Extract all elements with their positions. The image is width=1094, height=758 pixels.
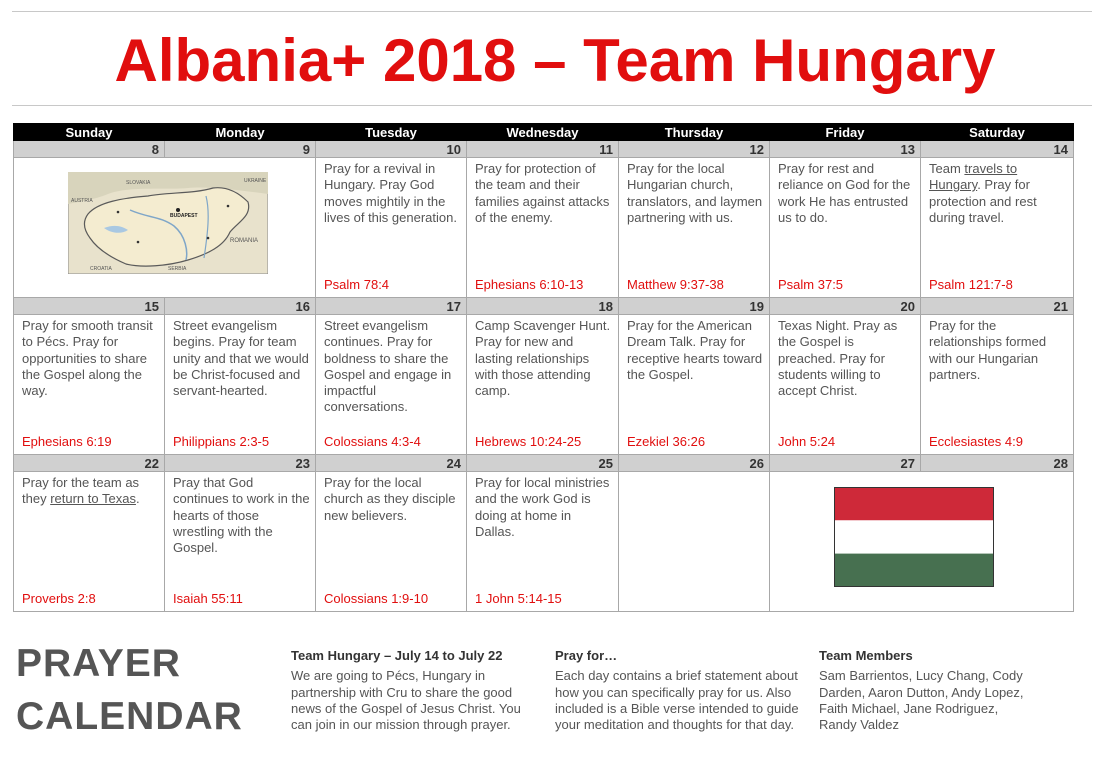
date-number: 11 xyxy=(467,141,619,158)
title-rule xyxy=(12,105,1092,106)
prayer-text-post: . xyxy=(135,491,140,507)
prayer-heading-line1: PRAYER xyxy=(16,642,181,685)
date-row xyxy=(14,298,1074,315)
bible-verse: Psalm 121:7-8 xyxy=(929,277,1013,292)
day-cell xyxy=(165,315,316,455)
bible-verse: Psalm 78:4 xyxy=(324,277,390,292)
prayer-text: Camp Scavenger Hunt. Pray for new and lasting relationships with those attending camp. xyxy=(475,318,611,399)
prayer-text xyxy=(929,161,1068,226)
week-row xyxy=(14,315,1074,455)
date-number: 20 xyxy=(770,298,921,315)
prayer-text: Pray for the local church as they disciple new believers. xyxy=(324,475,456,523)
weekday-header: Thursday xyxy=(619,124,770,141)
bible-verse: Ezekiel 36:26 xyxy=(627,434,706,449)
date-number: 9 xyxy=(165,141,316,158)
pray-for-body: Each day contains a brief statement about how you can specifically pray for us. Also included is a Bible verse intended to guide your meditation and thoughts for that day. xyxy=(555,668,799,733)
weekday-header: Monday xyxy=(165,124,316,141)
bible-verse: Colossians 1:9-10 xyxy=(324,591,429,606)
page-title: Albania+ 2018 – Team Hungary xyxy=(114,27,996,94)
bible-verse: 1 John 5:14-15 xyxy=(475,591,562,606)
date-number: 22 xyxy=(14,455,165,472)
map-label: UKRAINE xyxy=(244,178,267,184)
prayer-text: Street evangelism begins. Pray for team unity and that we would be Christ-focused and servant-hearted. xyxy=(173,318,309,399)
date-number: 10 xyxy=(316,141,467,158)
prayer-text-post: . Pray for protection and rest during travel. xyxy=(929,177,1037,225)
weekday-header: Saturday xyxy=(921,124,1074,141)
date-number: 24 xyxy=(316,455,467,472)
prayer-text-pre: Pray for the team as they xyxy=(22,475,140,507)
day-cell xyxy=(921,158,1074,298)
date-number: 19 xyxy=(619,298,770,315)
return-link[interactable]: return to Texas xyxy=(50,491,136,507)
weekday-header: Wednesday xyxy=(467,124,619,141)
pray-for-heading: Pray for… xyxy=(555,648,618,663)
date-number: 12 xyxy=(619,141,770,158)
weekday-header: Tuesday xyxy=(316,124,467,141)
day-cell xyxy=(467,315,619,455)
prayer-text: Pray for rest and reliance on God for the work He has entrusted us to do. xyxy=(778,161,911,225)
date-number: 23 xyxy=(165,455,316,472)
day-cell xyxy=(770,158,921,298)
weekday-header: Sunday xyxy=(14,124,165,141)
map-label: AUSTRIA xyxy=(71,198,93,204)
team-info-heading: Team Hungary – July 14 to July 22 xyxy=(291,648,503,663)
map-label: SERBIA xyxy=(168,266,187,272)
top-rule xyxy=(12,11,1092,12)
map-label: ROMANIA xyxy=(230,238,259,244)
weekday-header: Friday xyxy=(770,124,921,141)
date-number: 8 xyxy=(14,141,165,158)
date-number: 25 xyxy=(467,455,619,472)
team-info-column xyxy=(291,648,523,733)
day-cell xyxy=(619,315,770,455)
date-number: 16 xyxy=(165,298,316,315)
prayer-text-pre: Team xyxy=(929,161,965,176)
weekday-header-row xyxy=(14,124,1074,141)
day-cell xyxy=(921,315,1074,455)
date-number: 13 xyxy=(770,141,921,158)
prayer-text: Texas Night. Pray as the Gospel is preached. Pray for students willing to accept Christ. xyxy=(778,318,898,399)
team-members-column xyxy=(819,648,1029,733)
bible-verse: Ecclesiastes 4:9 xyxy=(929,434,1023,449)
prayer-text: Pray for the relationships formed with our Hungarian partners. xyxy=(929,318,1047,382)
day-cell xyxy=(316,472,467,612)
day-cell xyxy=(770,315,921,455)
day-cell xyxy=(316,315,467,455)
map-label: SLOVAKIA xyxy=(126,180,151,186)
bible-verse: Matthew 9:37-38 xyxy=(627,277,724,292)
bible-verse: Isaiah 55:11 xyxy=(173,591,243,606)
prayer-calendar-table xyxy=(13,123,1074,612)
date-row xyxy=(14,141,1074,158)
date-number: 28 xyxy=(921,455,1074,472)
date-number: 21 xyxy=(921,298,1074,315)
pray-for-column xyxy=(555,648,799,733)
date-number: 14 xyxy=(921,141,1074,158)
prayer-text: Pray for the American Dream Talk. Pray for receptive hearts toward the Gospel. xyxy=(627,318,763,382)
prayer-text: Pray for local ministries and the work God is doing at home in Dallas. xyxy=(475,475,610,539)
day-cell xyxy=(14,315,165,455)
map-label: CROATIA xyxy=(90,266,112,272)
hungary-flag-image xyxy=(834,487,994,587)
map-label: BUDAPEST xyxy=(170,213,198,219)
date-number: 18 xyxy=(467,298,619,315)
prayer-text: Pray that God continues to work in the hearts of those wrestling with the Gospel. xyxy=(173,475,310,556)
date-number: 26 xyxy=(619,455,770,472)
prayer-text xyxy=(22,475,159,508)
bible-verse: Hebrews 10:24-25 xyxy=(475,434,582,449)
day-cell-empty xyxy=(619,472,770,612)
bible-verse: Psalm 37:5 xyxy=(778,277,844,292)
bible-verse: Ephesians 6:10-13 xyxy=(475,277,584,292)
team-members-heading: Team Members xyxy=(819,648,913,663)
date-row xyxy=(14,455,1074,472)
prayer-heading-line2: CALENDAR xyxy=(16,695,243,738)
bible-verse: Colossians 4:3-4 xyxy=(324,434,421,449)
bible-verse: Philippians 2:3-5 xyxy=(173,434,270,449)
hungary-flag-cell xyxy=(770,472,1074,612)
week-row xyxy=(14,472,1074,612)
bible-verse: Proverbs 2:8 xyxy=(22,591,96,606)
date-number: 27 xyxy=(770,455,921,472)
prayer-text: Pray for a revival in Hungary. Pray God moves mightily in the lives of this generation. xyxy=(324,161,457,225)
prayer-calendar-heading xyxy=(16,637,243,743)
prayer-text: Street evangelism continues. Pray for boldness to share the Gospel and engage in impactful conversations. xyxy=(324,318,452,415)
week-row xyxy=(14,158,1074,298)
date-number: 15 xyxy=(14,298,165,315)
prayer-text: Pray for smooth transit to Pécs. Pray for opportunities to share the Gospel along the way. xyxy=(22,318,153,399)
day-cell xyxy=(14,472,165,612)
date-number: 17 xyxy=(316,298,467,315)
travel-link[interactable]: travels to Hungary xyxy=(929,161,1018,193)
team-info-body: We are going to Pécs, Hungary in partnership with Cru to share the good news of the Gospel of Jesus Christ. You can join in our mission through prayer. xyxy=(291,668,521,733)
day-cell xyxy=(467,158,619,298)
team-members-body: Sam Barrientos, Lucy Chang, Cody Darden, Aaron Dutton, Andy Lopez, Faith Michael, Jane Rodriguez, Randy Valdez xyxy=(819,668,1024,733)
day-cell xyxy=(467,472,619,612)
hungary-map-image xyxy=(68,172,268,274)
prayer-text: Pray for the local Hungarian church, translators, and laymen partnering with us. xyxy=(627,161,763,225)
hungary-map-cell xyxy=(14,158,316,298)
prayer-text: Pray for protection of the team and their families against attacks of the enemy. xyxy=(475,161,610,225)
day-cell xyxy=(165,472,316,612)
day-cell xyxy=(619,158,770,298)
bible-verse: John 5:24 xyxy=(778,434,836,449)
day-cell xyxy=(316,158,467,298)
bible-verse: Ephesians 6:19 xyxy=(22,434,112,449)
